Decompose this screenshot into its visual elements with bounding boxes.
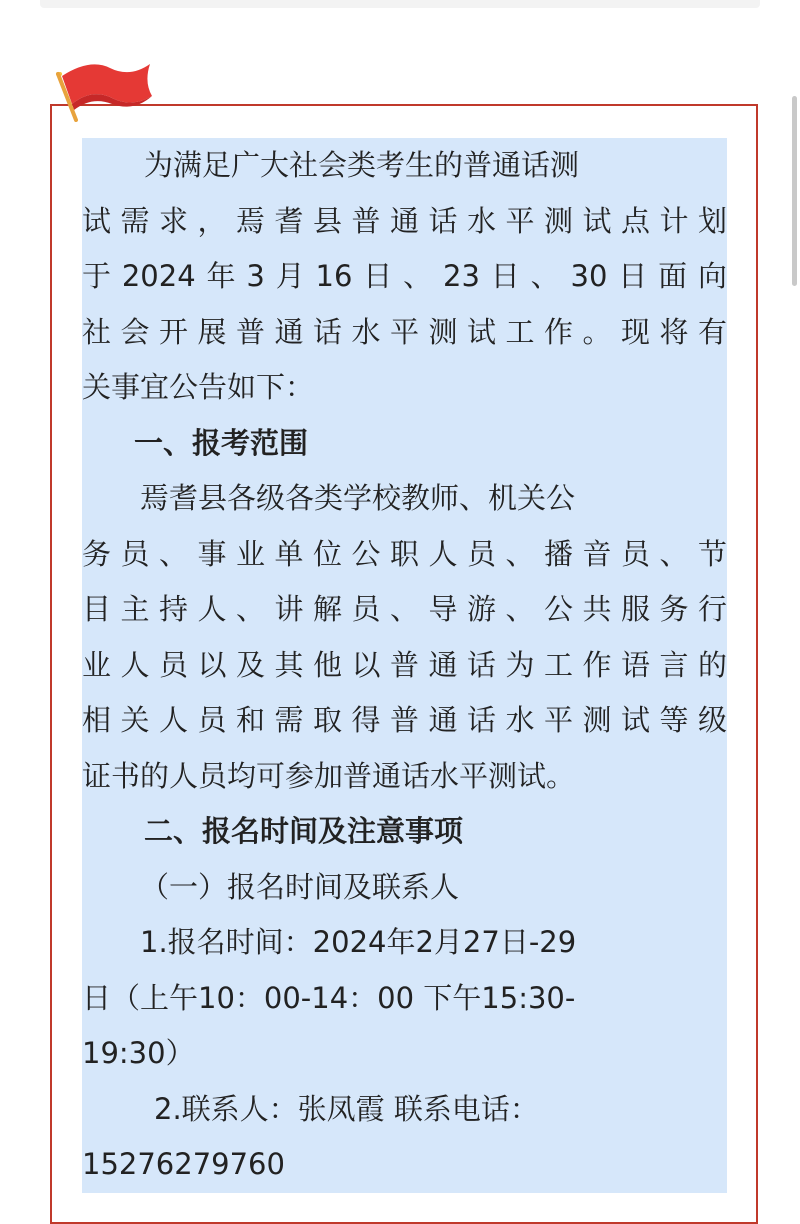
paragraph-line: 为满足广大社会类考生的普通话测 bbox=[144, 148, 580, 182]
paragraph-line: 相关人员和需取得普通话水平测试等级 bbox=[82, 703, 727, 737]
paragraph-line: 焉耆县各级各类学校教师、机关公 bbox=[140, 481, 576, 515]
paragraph-line: 社会开展普通话水平测试工作。现将有 bbox=[82, 314, 727, 349]
section-heading-scope: 一、报考范围 bbox=[134, 425, 309, 460]
scrollbar-thumb[interactable] bbox=[792, 96, 797, 286]
top-card-edge bbox=[40, 0, 760, 8]
contact-person: 2.联系人：张凤霞 联系电话： bbox=[154, 1091, 539, 1126]
red-flag-icon bbox=[52, 52, 156, 122]
notice-body bbox=[82, 138, 727, 1193]
paragraph-line: 试需求，焉耆县普通话水平测试点计划 bbox=[82, 203, 727, 238]
registration-hours: 日（上午10：00-14：00 下午15:30- bbox=[82, 980, 576, 1015]
paragraph-line: 业人员以及其他以普通话为工作语言的 bbox=[82, 647, 727, 682]
paragraph-line: 于2024年3月16日、23日、30日面向 bbox=[82, 259, 727, 293]
registration-hours-end: 19:30） bbox=[82, 1036, 195, 1070]
paragraph-line: 关事宜公告如下： bbox=[82, 370, 315, 404]
registration-time: 1.报名时间：2024年2月27日-29 bbox=[140, 925, 577, 959]
paragraph-line: 务员、事业单位公职人员、播音员、节 bbox=[82, 536, 727, 571]
paragraph-line: 证书的人员均可参加普通话水平测试。 bbox=[82, 758, 576, 793]
section-heading-registration: 二、报名时间及注意事项 bbox=[144, 814, 464, 848]
paragraph-line: 目主持人、讲解员、导游、公共服务行 bbox=[82, 592, 727, 626]
contact-phone: 15276279760 bbox=[82, 1147, 285, 1181]
subsection-heading: （一）报名时间及联系人 bbox=[140, 869, 460, 904]
